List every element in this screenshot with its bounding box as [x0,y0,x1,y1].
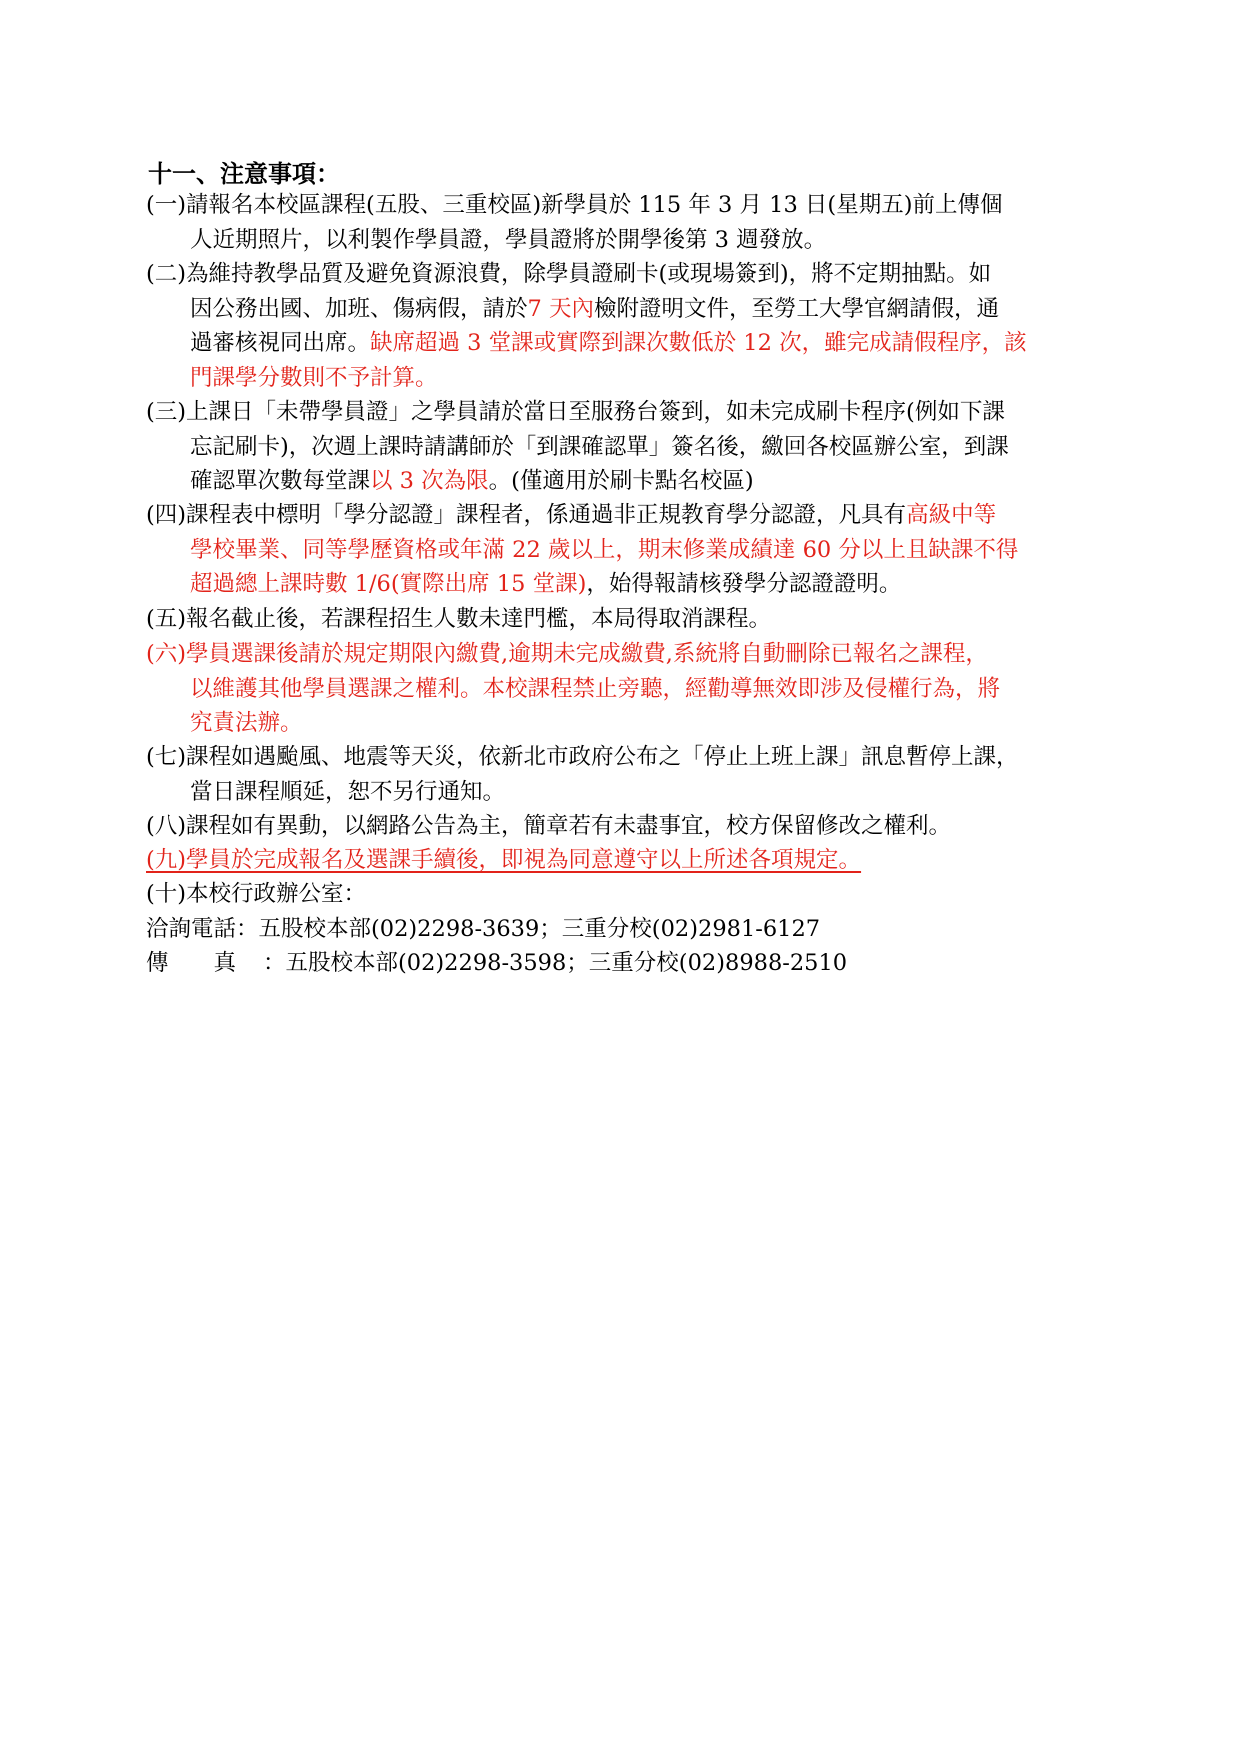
notice-line [146,533,1096,568]
body-text: 。(僅適用於刷卡點名校區) [488,468,754,494]
body-text: 確認單次數每堂課 [190,468,371,494]
notice-line [146,430,1096,465]
notice-line [146,464,1096,499]
body-text: (三)上課日「未帶學員證」之學員請於當日至服務台簽到，如未完成刷卡程序(例如下課 [146,399,1005,425]
notice-item-2 [146,257,1096,395]
body-text: (一)請報名本校區課程(五股、三重校區)新學員於 115 年 3 月 13 日(星期五)前上傳個 [146,192,1003,218]
body-text: 因公務出國、加班、傷病假，請於 [190,295,528,322]
body-text: 過審核視同出席。 [190,330,371,356]
contact-fax [146,946,847,981]
notice-line [146,809,1096,844]
notice-line [146,775,1096,810]
notice-item-5 [146,602,1096,637]
body-text: ，始得報請核發學分認證證明。 [586,571,902,597]
notice-item-4 [146,498,1096,602]
body-text: 忘記刷卡)，次週上課時請講師於「到課確認單」簽名後，繳回各校區辦公室，到課 [190,433,1009,460]
emphasis-text: 以 3 次為限 [370,468,489,494]
body-text: (二)為維持教學品質及避免資源浪費，除學員證刷卡(或現場簽到)，將不定期抽點。如 [146,261,992,287]
contact-phone-text: 洽詢電話：五股校本部(02)2298-3639；三重分校(02)2981-6127 [146,916,821,942]
notice-item-1 [146,188,1096,257]
emphasis-text: (九)學員於完成報名及選課手續後，即視為同意遵守以上所述各項規定。 [146,847,862,873]
notice-item-10 [146,877,1096,912]
notice-item-3 [146,395,1096,499]
notice-line [146,843,1096,878]
notice-line [146,361,1096,396]
notice-item-6 [146,637,1096,741]
notice-line [146,672,1096,707]
emphasis-text: 門課學分數則不予計算。 [190,364,438,391]
emphasis-text: (六)學員選課後請於規定期限內繳費,逾期未完成繳費,系統將自動刪除已報名之課程， [146,641,988,667]
body-text: (十)本校行政辦公室： [146,881,367,907]
notice-line [146,223,1096,258]
emphasis-text: 究責法辦。 [190,710,303,736]
notice-line [146,395,1096,430]
emphasis-text: 以維護其他學員選課之權利。本校課程禁止旁聽，經勸導無效即涉及侵權行為，將 [190,675,1001,702]
emphasis-text: 學校畢業、同等學歷資格或年滿 22 歲以上，期末修業成績達 60 分以上且缺課不得 [190,536,1019,563]
notice-line [146,292,1096,327]
contact-phone [146,912,820,947]
notice-line [146,877,1096,912]
body-text: (八)課程如有異動，以網路公告為主，簡章若有未盡事宜，校方保留修改之權利。 [146,813,952,839]
body-text: 人近期照片，以利製作學員證，學員證將於開學後第 3 週發放。 [190,226,827,253]
emphasis-text: 高級中等 [906,502,997,528]
notice-line [146,257,1096,292]
section-heading: 十一、注意事項： [148,159,340,188]
notice-item-7 [146,740,1096,809]
notice-line [146,706,1096,741]
notice-line [146,567,1096,602]
notice-line [146,188,1096,223]
notice-line [146,326,1096,361]
notice-line [146,498,1096,533]
body-text: 當日課程順延，恕不另行通知。 [190,778,506,805]
body-text: 檢附證明文件，至勞工大學官網請假，通 [593,295,999,322]
contact-fax-label: 傳 真 [146,950,237,976]
emphasis-text: 7 天內 [527,295,594,322]
body-text: (四)課程表中標明「學分認證」課程者，係通過非正規教育學分認證，凡具有 [146,502,907,528]
notice-line [146,602,1096,637]
notice-line [146,637,1096,672]
contact-fax-value: ：五股校本部(02)2298-3598；三重分校(02)8988-2510 [263,950,848,976]
body-text: (五)報名截止後，若課程招生人數未達門檻，本局得取消課程。 [146,606,772,632]
body-text: (七)課程如遇颱風、地震等天災，依新北市政府公布之「停止上班上課」訊息暫停上課， [146,744,1019,770]
emphasis-text: 超過總上課時數 1/6(實際出席 15 堂課) [190,571,587,597]
notice-line [146,740,1096,775]
notice-item-9 [146,843,1096,878]
notice-item-8 [146,809,1096,844]
emphasis-text: 缺席超過 3 堂課或實際到課次數低於 12 次，雖完成請假程序，該 [370,330,1027,356]
